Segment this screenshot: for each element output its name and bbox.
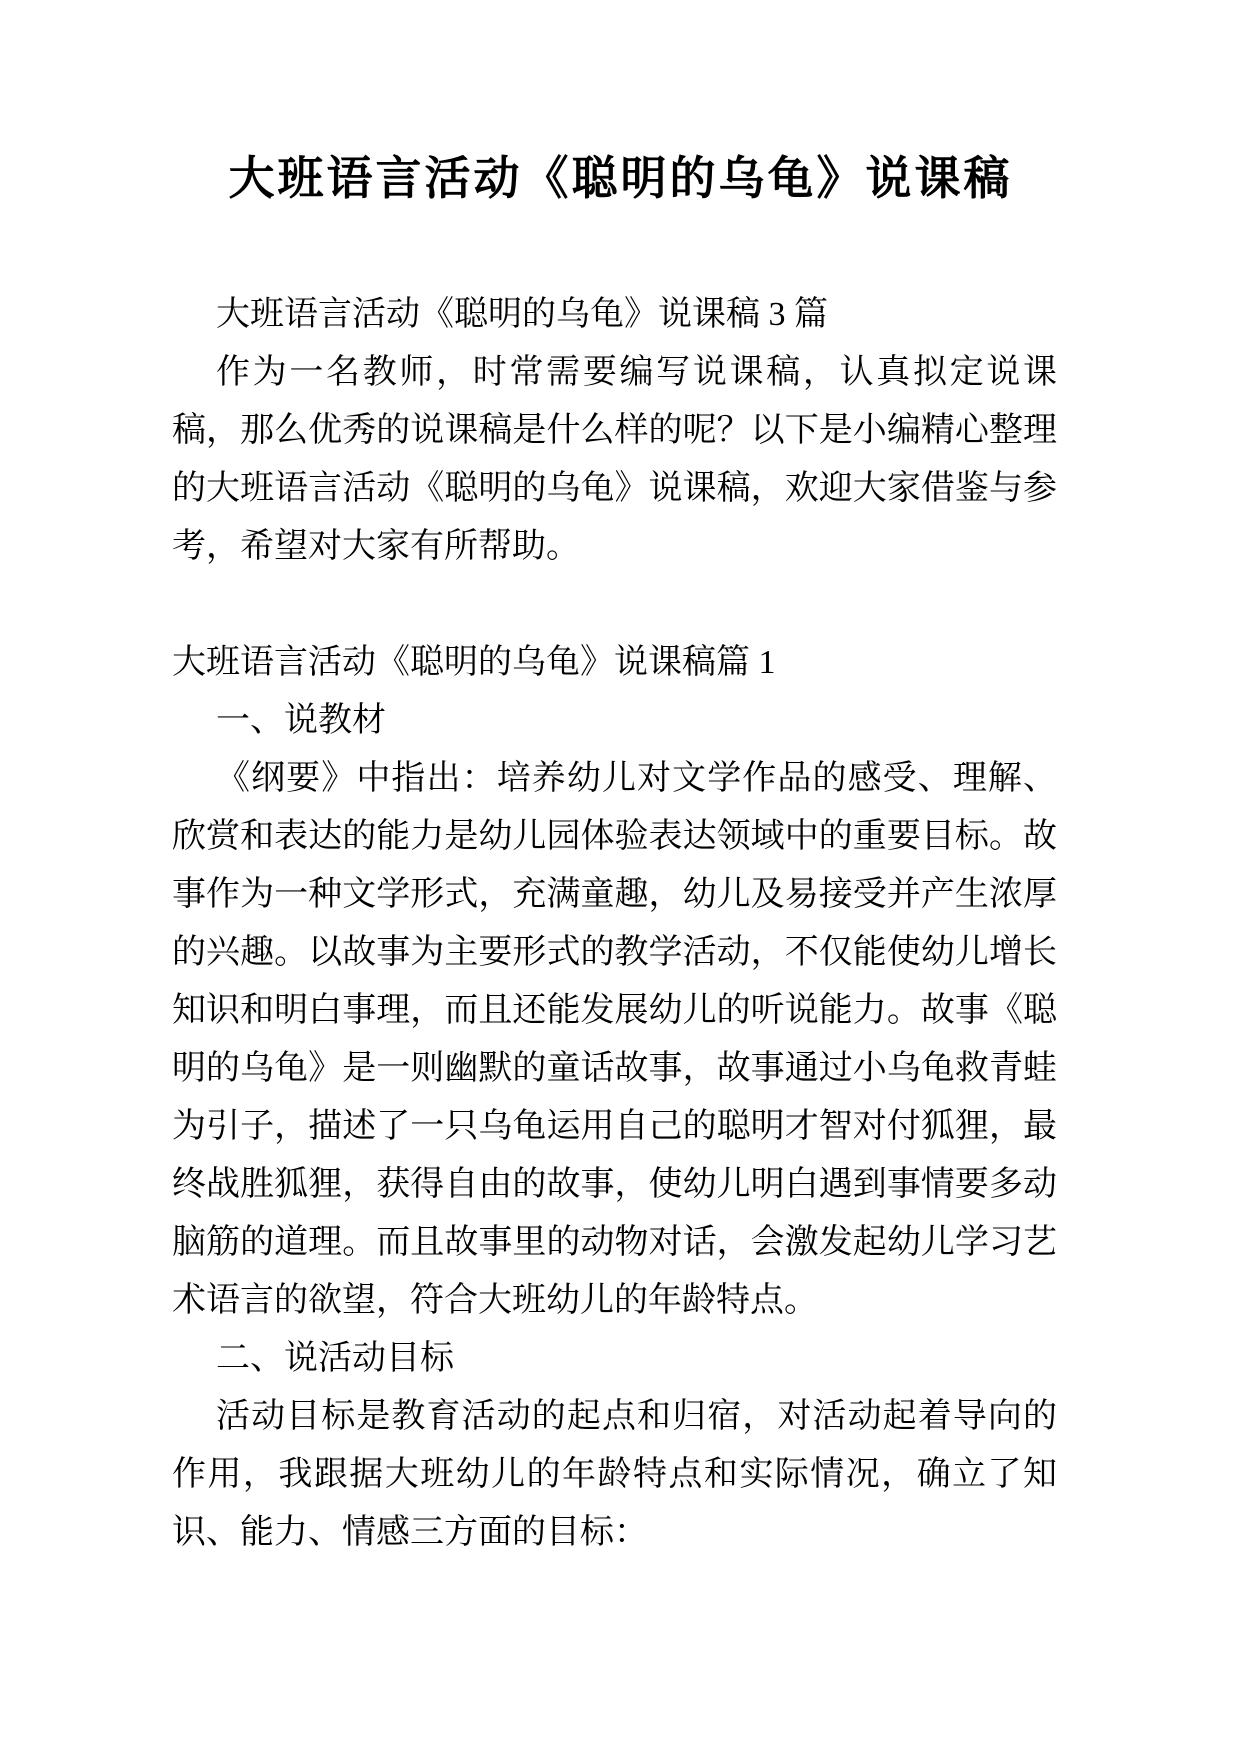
paragraph: 一、说教材 [216,702,386,739]
document-body [172,286,1057,1562]
blank-line [172,576,1057,634]
paragraph: 作为一名教师，时常需要编写说课稿，认真拟定说课稿，那么优秀的说课稿是什么样的呢？以下是小编精心整理的大班语言活动《聪明的乌龟》说课稿，欢迎大家借鉴与参考，希望对大家有所帮助。 [172,354,1057,565]
paragraph: 二、说活动目标 [216,1340,454,1377]
paragraph: 大班语言活动《聪明的乌龟》说课稿 3 篇 [216,296,828,333]
document-title: 大班语言活动《聪明的乌龟》说课稿 [228,153,1013,204]
paragraph: 活动目标是教育活动的起点和归宿，对活动起着导向的作用，我跟据大班幼儿的年龄特点和实际情况，确立了知识、能力、情感三方面的目标： [172,1398,1057,1551]
paragraph: 《纲要》中指出：培养幼儿对文学作品的感受、理解、欣赏和表达的能力是幼儿园体验表达领域中的重要目标。故事作为一种文学形式，充满童趣，幼儿及易接受并产生浓厚的兴趣。以故事为主要形式的教学活动，不仅能使幼儿增长知识和明白事理，而且还能发展幼儿的听说能力。故事《聪明的乌龟》是一则幽默的童话故事，故事通过小乌龟救青蛙为引子，描述了一只乌龟运用自己的聪明才智对付狐狸，最终战胜狐狸，获得自由的故事，使幼儿明白遇到事情要多动脑筋的道理。而且故事里的动物对话，会激发起幼儿学习艺术语言的欲望，符合大班幼儿的年龄特点。 [172,760,1057,1319]
paragraph: 大班语言活动《聪明的乌龟》说课稿篇 1 [172,644,776,681]
